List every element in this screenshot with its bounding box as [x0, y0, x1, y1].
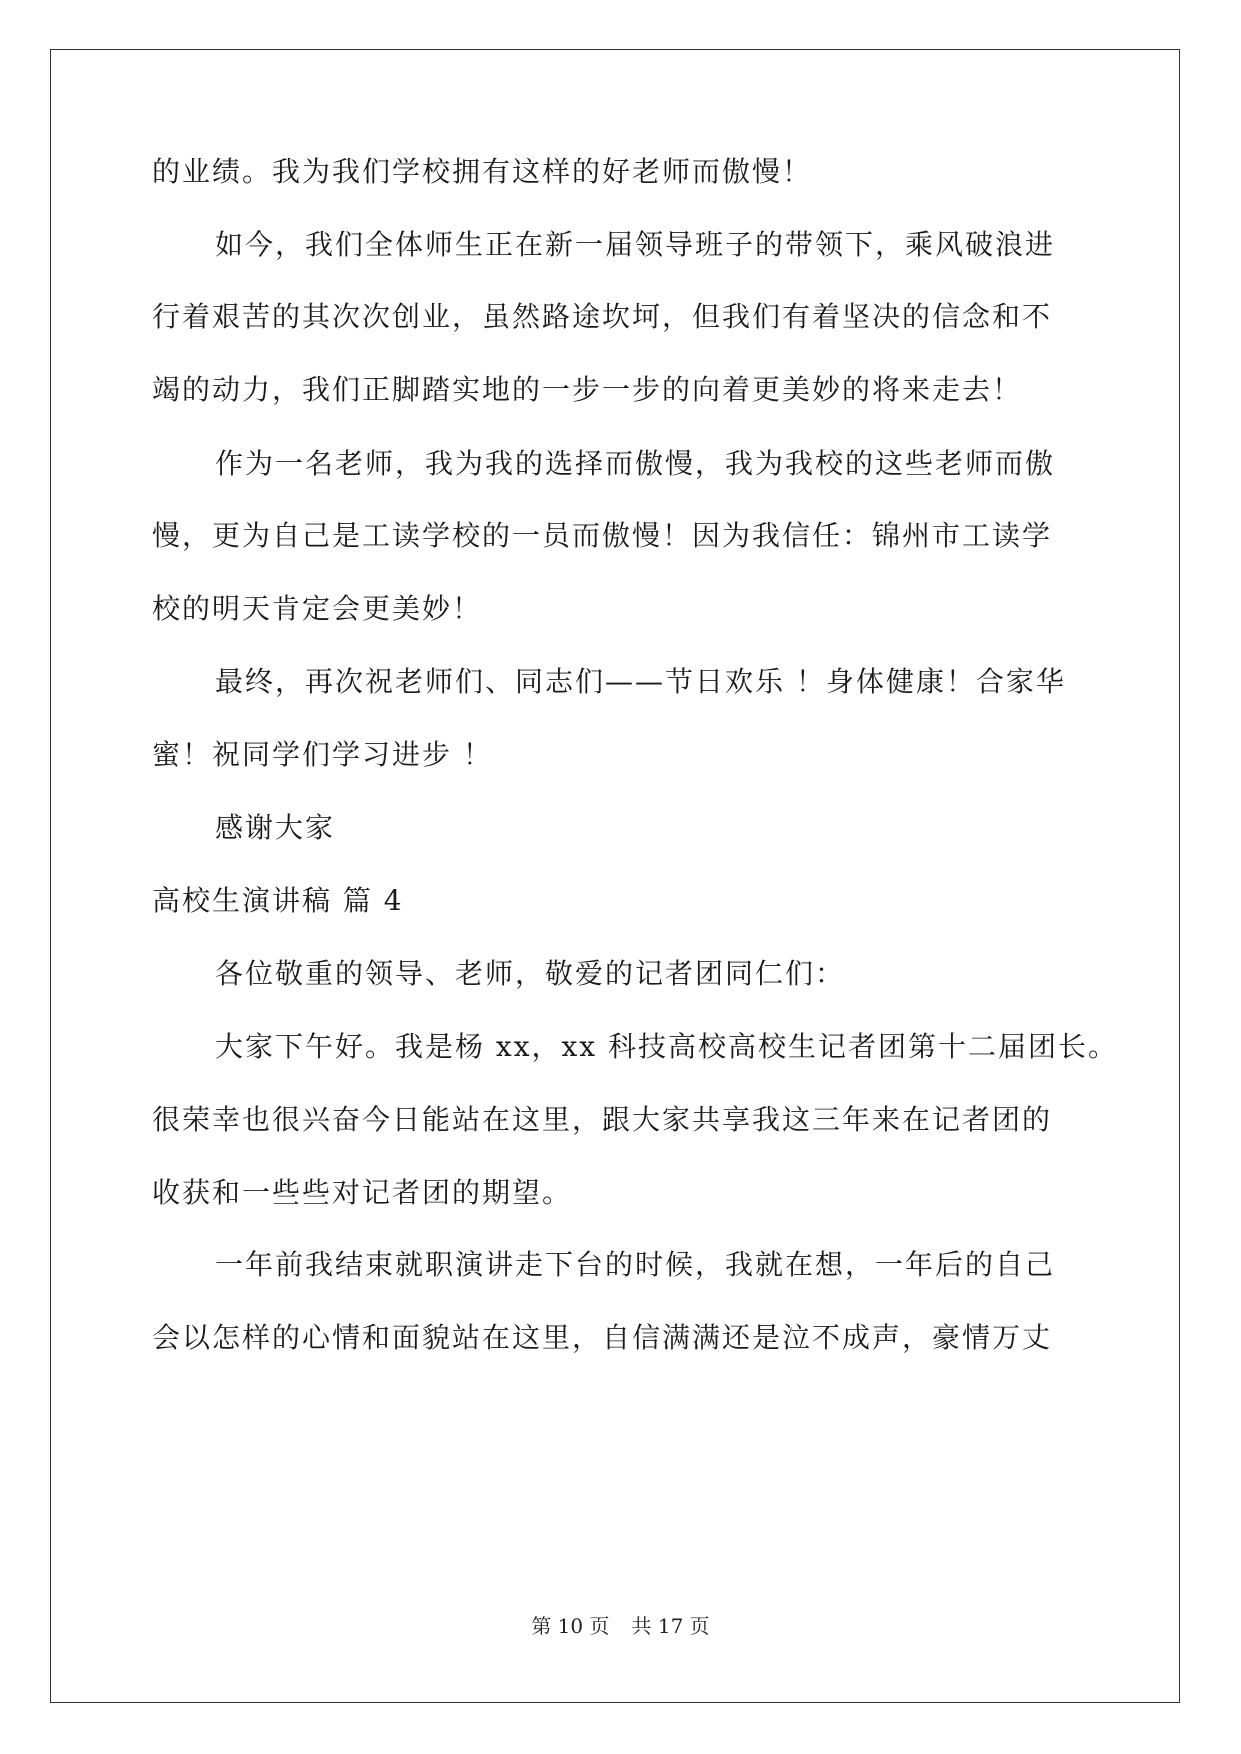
text-line: 的业绩。我为我们学校拥有这样的好老师而傲慢！ [152, 155, 813, 188]
text-line: 校的明天肯定会更美妙！ [152, 592, 483, 625]
text-line: 最终，再次祝老师们、同志们——节日欢乐 ！身体健康！合家华 [215, 665, 1066, 698]
text-line: 一年前我结束就职演讲走下台的时候，我就在想，一年后的自己 [215, 1248, 1056, 1281]
text-line: 感谢大家 [215, 811, 336, 844]
text-line: 如今，我们全体师生正在新一届领导班子的带领下，乘风破浪进 [215, 228, 1056, 261]
text-line: 大家下午好。我是杨 xx，xx 科技高校高校生记者团第十二届团长。 [215, 1030, 1118, 1063]
text-line: 行着艰苦的其次次创业，虽然路途坎坷，但我们有着坚决的信念和不 [152, 300, 1053, 333]
page-total: 共 17 页 [631, 1614, 710, 1638]
text-line: 很荣幸也很兴奋今日能站在这里，跟大家共享我这三年来在记者团的 [152, 1103, 1053, 1136]
text-line: 收获和一些些对记者团的期望。 [152, 1176, 573, 1209]
text-line: 各位敬重的领导、老师，敬爱的记者团同仁们： [215, 957, 846, 990]
page-footer [0, 1613, 1241, 1639]
page-frame [50, 49, 1180, 1703]
text-line: 蜜！祝同学们学习进步 ！ [152, 738, 493, 771]
text-line: 竭的动力，我们正脚踏实地的一步一步的向着更美妙的将来走去！ [152, 373, 1023, 406]
section-heading: 高校生演讲稿 篇 4 [152, 884, 404, 917]
text-line: 慢，更为自己是工读学校的一员而傲慢！因为我信任：锦州市工读学 [152, 519, 1053, 552]
text-line: 会以怎样的心情和面貌站在这里，自信满满还是泣不成声，豪情万丈 [152, 1321, 1053, 1354]
page-number: 第 10 页 [531, 1614, 610, 1638]
text-line: 作为一名老师，我为我的选择而傲慢，我为我校的这些老师而傲 [215, 447, 1056, 480]
